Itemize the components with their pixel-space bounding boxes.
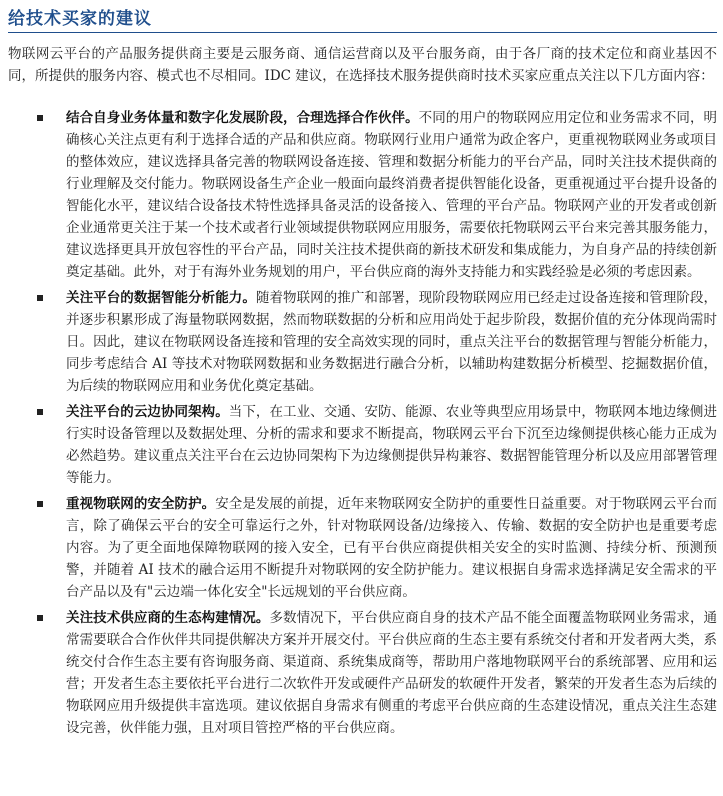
item-body: 不同的用户的物联网应用定位和业务需求不同，明确核心关注点更有利于选择合适的产品和供应商。物联网行业用户通常为政企客户，更重视物联网业务或项目的整体效应，建议选择具备完善的物联网设备连接、管理和数据分析能力的平台产品，同时关注技术提供商的行业理解及交付能力。物联网设备生产企业一般面向最终消费者提供智能化设备，更重视通过平台提升设备的智能化水平，建议结合设备技术特性选择具备灵活的设备接入、管理的平台产品。物联网产业的开发者或创新企业通常更关注于某一个技术或者行业领域提供物联网应用服务，需要依托物联网云平台来完善其服务能力，建议选择更具开放包容性的平台产品，同时关注技术提供商的新技术研发和集成能力，为自身产品的持续创新奠定基础。此外，对于有海外业务规划的用户，平台供应商的海外支持能力和实践经验是必须的考虑因素。	[66, 110, 718, 280]
item-body: 当下，在工业、交通、安防、能源、农业等典型应用场景中，物联网本地边缘侧进行实时设备管理以及数据处理、分析的需求和要求不断提高，物联网云平台下沉至边缘侧提供核心能力正成为必然趋势。建议重点关注平台在云边协同架构下为边缘侧提供异构兼容、数据智能管理分析以及应用部署管理等能力。	[66, 404, 717, 486]
intro-paragraph: 物联网云平台的产品服务提供商主要是云服务商、通信运营商以及平台服务商，由于各厂商的技术定位和商业基因不同，所提供的服务内容、模式也不尽相同。IDC 建议，在选择技术服务提供商时技术买家应重点关注以下几方面内容：	[8, 46, 717, 84]
list-item	[8, 493, 717, 603]
item-heading: 重视物联网的安全防护。	[66, 496, 216, 512]
item-heading: 关注平台的数据智能分析能力。	[66, 290, 256, 306]
item-heading: 关注技术供应商的生态构建情况。	[66, 610, 270, 626]
list-item	[8, 287, 717, 397]
square-bullet-icon	[37, 115, 43, 121]
list-item	[8, 607, 717, 739]
recommendation-list	[8, 107, 717, 739]
item-body: 安全是发展的前提，近年来物联网安全防护的重要性日益重要。对于物联网云平台而言，除了确保云平台的安全可靠运行之外，针对物联网设备/边缘接入、传输、数据的安全防护也是重要考虑内容。为了更全面地保障物联网的接入安全，已有平台供应商提供相关安全的实时监测、持续分析、预测预警，并随着 AI 技术的融合运用不断提升对物联网的安全防护能力。建议根据自身需求选择满足安全需求的平台产品以及有"云边端一体化安全"长远规划的平台供应商。	[66, 496, 717, 600]
list-item	[8, 107, 717, 283]
item-body: 多数情况下，平台供应商自身的技术产品不能全面覆盖物联网业务需求，通常需要联合合作伙伴共同提供解决方案并开展交付。平台供应商的生态主要有系统交付者和开发者两大类，系统交付合作生态主要有咨询服务商、渠道商、系统集成商等，帮助用户落地物联网平台的系统部署、应用和运营；开发者生态主要依托平台进行二次软件开发或硬件产品研发的软硬件开发者，繁荣的开发者生态为后续的物联网应用升级提供丰富选项。建议依据自身需求有侧重的考虑平台供应商的生态建设情况，重点关注生态建设完善，伙伴能力强，且对项目管控严格的平台供应商。	[66, 610, 718, 736]
square-bullet-icon	[37, 615, 43, 621]
square-bullet-icon	[37, 501, 43, 507]
square-bullet-icon	[37, 409, 43, 415]
list-item	[8, 401, 717, 489]
section-title: 给技术买家的建议	[8, 0, 717, 33]
item-body: 随着物联网的推广和部署，现阶段物联网应用已经走过设备连接和管理阶段，并逐步积累形成了海量物联网数据，然而物联数据的分析和应用尚处于起步阶段，数据价值的充分体现尚需时日。因此，建议在物联网设备连接和管理的安全高效实现的同时，重点关注平台的数据管理与智能分析能力，同步考虑结合 AI 等技术对物联网数据和业务数据进行融合分析，以辅助构建数据分析模型、挖掘数据价值，为后续的物联网应用和业务优化奠定基础。	[66, 290, 718, 394]
item-heading: 结合自身业务体量和数字化发展阶段，合理选择合作伙伴。	[66, 110, 419, 126]
item-heading: 关注平台的云边协同架构。	[66, 404, 229, 420]
square-bullet-icon	[37, 295, 43, 301]
